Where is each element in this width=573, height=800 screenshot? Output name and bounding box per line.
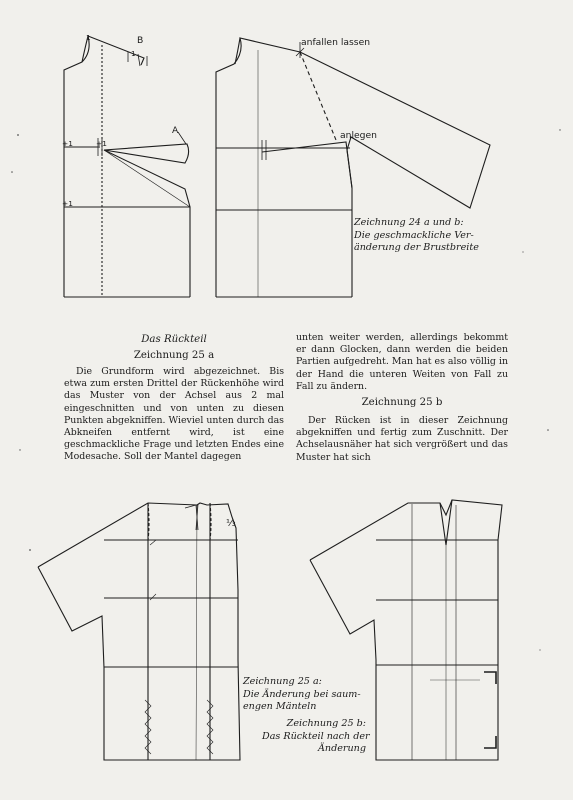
label-1-b: 1	[131, 49, 136, 58]
caption-fig24	[354, 217, 479, 255]
figure-25a-drawing	[38, 503, 240, 760]
caption-fig25a-line1: Zeichnung 25 a:	[243, 676, 322, 687]
caption-fig25b-line1: Zeichnung 25 b:	[286, 718, 366, 729]
label-plus1-mid: +1	[96, 139, 107, 148]
right-paragraph-1: unten weiter werden, allerdings bekommt er dann Glocken, dann werden die beiden Partien aufgedreht. Man hat es also völlig in der Hand die unteren Weiten von Fall zu Fall zu ändern.	[296, 332, 508, 392]
section-heading: Das Rückteil	[141, 334, 207, 345]
left-column	[64, 366, 284, 464]
label-a: A	[172, 125, 179, 136]
caption-fig25a	[243, 676, 361, 714]
label-anfallen-lassen: anfallen lassen	[301, 37, 371, 48]
label-third: ⅓	[226, 518, 236, 529]
caption-fig25a-line3: engen Mänteln	[243, 701, 317, 712]
subheading-25a: Zeichnung 25 a	[133, 350, 215, 361]
caption-fig24-line1: Zeichnung 24 a und b:	[354, 217, 464, 228]
caption-fig25a-line2: Die Änderung bei saum-	[243, 688, 361, 700]
figure-24a-drawing	[64, 36, 190, 297]
label-b: B	[137, 35, 144, 46]
label-1-top: 1	[86, 33, 91, 42]
caption-fig25b	[262, 718, 370, 756]
right-paragraph-2: Der Rücken ist in dieser Zeichnung abgekniffen und fertig zum Zuschnitt. Der Achselausnäher hat sich vergrößert und das Muster hat sich	[296, 415, 508, 463]
caption-fig24-line3: änderung der Brustbreite	[354, 242, 479, 253]
caption-fig24-line2: Die geschmackliche Ver-	[354, 229, 474, 241]
right-column	[296, 332, 508, 393]
caption-fig25b-line3: Änderung	[317, 743, 366, 754]
left-paragraph: Die Grundform wird abgezeichnet. Bis etwa zum ersten Drittel der Rückenhöhe wird das Muster von der Achsel aus 2 mal eingeschnitten und von unten zu diesen Punkten abgekniffen. Wieviel unten durch das Abkneifen entfernt wird, ist eine geschmackliche Frage und letzten Endes eine Modesache. Soll der Mantel dagegen	[64, 366, 284, 463]
label-anlegen: anlegen	[340, 130, 377, 141]
caption-fig25b-line2: Das Rückteil nach der	[262, 730, 370, 742]
subheading-25b: Zeichnung 25 b	[361, 397, 443, 408]
label-plus1-low: +1	[62, 199, 73, 208]
label-plus1-left: +1	[62, 139, 73, 148]
right-column-2	[296, 415, 508, 464]
figure-24b-drawing	[216, 38, 490, 297]
